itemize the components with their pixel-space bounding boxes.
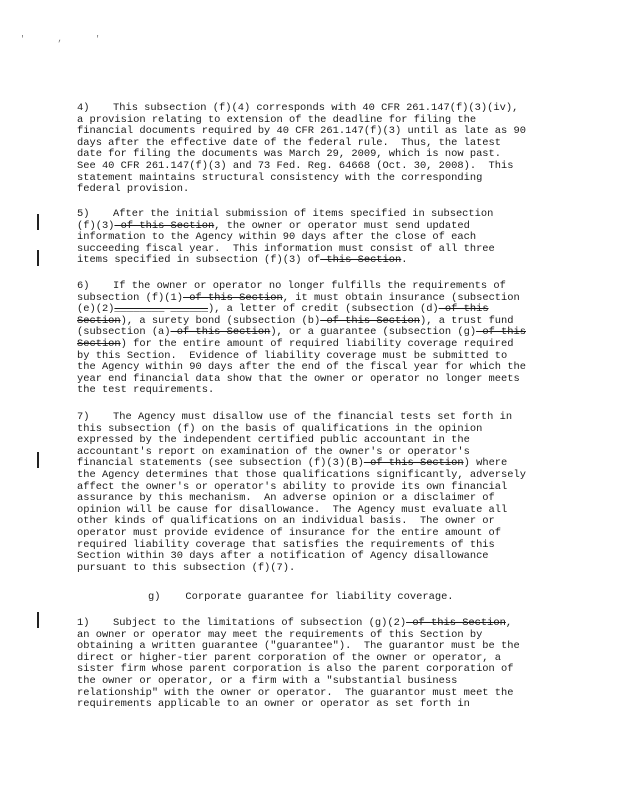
paragraph-number: 5) xyxy=(77,208,90,220)
deleted-text: ________ ______ xyxy=(114,303,208,316)
deleted-text: Section xyxy=(77,337,121,350)
paragraph-5: 5) After the initial submission of items specified in subsection (f)(3) of this Section, the owner or operator must send updated information to the Agency within 90 days after the close of each succeeding fiscal year. This information must consist of all three items specified in subsection (f)(3) of this Section. xyxy=(77,208,495,267)
deleted-text: of this Section xyxy=(406,617,506,629)
paragraph-number: 4) xyxy=(77,102,90,114)
deleted-text: of this Section xyxy=(320,314,420,327)
paragraph-6: 6) If the owner or operator no longer fulfills the requirements of subsection (f)(1) of this Section, it must obtain insurance (subsection (e)(2)________ ______), a letter of credit (subsection (d) of this Section), a surety bond (subsection (b) of this Section), a trust fund (subsection (a) of this Section), or a guarantee (subsection (g) of this Section) for the entire amount of required liability coverage required by this Section. Evidence of liability coverage must be submitted to the Agency within 90 days after the end of the fiscal year for which the year end financial data show that the owner or operator no longer meets the test requirements. xyxy=(77,280,526,397)
revision-bar xyxy=(37,452,39,468)
paragraph-7: 7) The Agency must disallow use of the financial tests set forth in this subsection (f) on the basis of qualifications in the opinion expressed by the independent certified public accountant in the accountant's report on examination of the owner's or operator's financial statements (see subsection (f)(3)(B) of this Section) where the Agency determines that those qualifications significantly, adversely affect the owner's or operator's ability to provide its own financial assurance by this mechanism. An adverse opinion or a disclaimer of opinion will be cause for disallowance. The Agency must evaluate all other kinds of qualifications on an individual basis. The owner or operator must provide evidence of insurance for the entire amount of required liability coverage that satisfies the requirements of this Section within 30 days after a notification of Agency disallowance pursuant to this subsection (f)(7). xyxy=(77,411,526,574)
deleted-text: this Section xyxy=(320,254,402,267)
deleted-text: Section xyxy=(77,314,121,327)
deleted-text: of this Section xyxy=(114,219,215,232)
deleted-text: of this xyxy=(476,326,526,339)
paragraph-number: 7) xyxy=(77,411,90,423)
revision-bar xyxy=(37,612,39,628)
deleted-text: of this Section xyxy=(363,457,464,470)
paragraph-number: 6) xyxy=(77,280,90,292)
scan-specks: ' , ' xyxy=(20,35,115,44)
section-heading: g) Corporate guarantee for liability coverage. xyxy=(148,591,454,603)
revision-bar xyxy=(37,214,39,230)
deleted-text: of this Section xyxy=(183,291,283,304)
paragraph-4: 4) This subsection (f)(4) corresponds with 40 CFR 261.147(f)(3)(iv), a provision relating to extension of the deadline for filing the financial documents required by 40 CFR 261.147(f)(3) until as late as 90 days after the effective date of the federal rule. Thus, the latest date for filing the documents was March 29, 2009, which is now past. See 40 CFR 261.147(f)(3) and 73 Fed. Reg. 64668 (Oct. 30, 2008). This statement maintains structural consistency with the corresponding federal provision. xyxy=(77,102,526,196)
deleted-text: of this xyxy=(438,303,489,316)
deleted-text: of this Section xyxy=(170,326,271,339)
revision-bar xyxy=(37,250,39,266)
paragraph-g1: 1) Subject to the limitations of subsection (g)(2) of this Section, an owner or operator may meet the requirements of this Section by obtaining a written guarantee ("guarantee"). The guarantor must be the direct or higher-tier parent corporation of the owner or operator, a sister firm whose parent corporation is also the parent corporation of the owner or operator, or a firm with a "substantial business relationship" with the owner or operator. The guarantor must meet the requirements applicable to an owner or operator as set forth in xyxy=(77,617,520,711)
paragraph-number: 1) xyxy=(77,617,90,629)
